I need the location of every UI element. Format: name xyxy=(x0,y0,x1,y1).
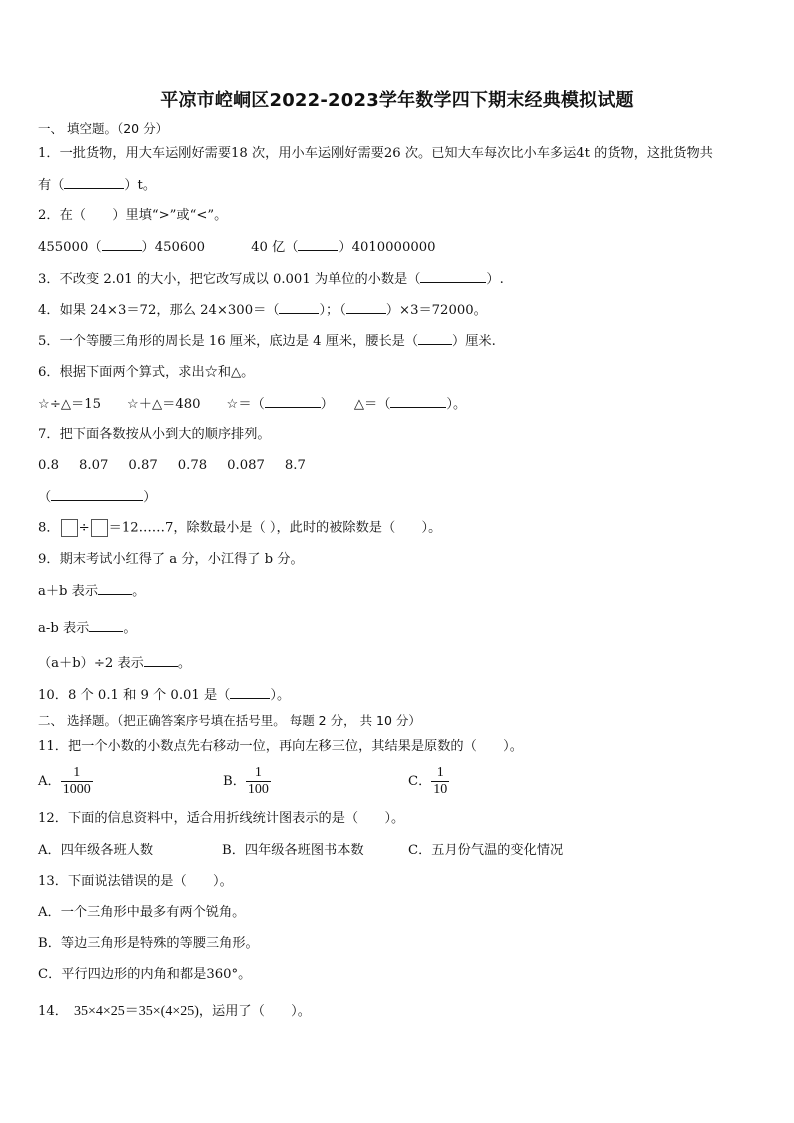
q14-expression: 35×4×25＝35×(4×25) xyxy=(73,1004,199,1019)
q7-number: 0.87 xyxy=(128,458,158,473)
q11-option-b[interactable] xyxy=(223,764,408,800)
q11-option-a-fraction xyxy=(61,765,93,798)
question-7-answer xyxy=(38,488,156,507)
q13-option-b[interactable]: B．等边三角形是特殊的等腰三角形。 xyxy=(38,936,259,951)
q4-answer-blank-1[interactable] xyxy=(279,301,319,314)
q12-option-b[interactable]: B．四年级各班图书本数 xyxy=(222,843,364,858)
question-14 xyxy=(38,1003,311,1021)
q6-star-pre: ☆＝（ xyxy=(226,397,265,412)
fraction-numerator: 1 xyxy=(431,765,449,782)
q4-answer-blank-2[interactable] xyxy=(346,301,386,314)
fraction-denominator: 100 xyxy=(247,782,269,797)
fraction-denominator: 1000 xyxy=(62,782,91,797)
q13-option-c[interactable]: C．平行四边形的内角和都是360°。 xyxy=(38,967,252,982)
question-3 xyxy=(38,270,504,289)
question-10 xyxy=(38,686,290,705)
q2b-answer-blank[interactable] xyxy=(298,238,338,251)
q8-number: 8． xyxy=(38,520,60,536)
section1-heading: 一、 填空题。（20 分） xyxy=(38,121,169,136)
fraction-denominator: 10 xyxy=(433,782,448,797)
question-9-part-b xyxy=(38,619,137,638)
q9c-end: 。 xyxy=(177,656,192,671)
fraction-numerator: 1 xyxy=(246,765,271,782)
q9a-end: 。 xyxy=(132,584,146,599)
fraction-numerator: 1 xyxy=(61,765,93,782)
q9c-text: （a＋b）÷2 表示 xyxy=(38,656,144,671)
q9b-answer-blank[interactable] xyxy=(89,619,123,632)
q12-option-c[interactable]: C．五月份气温的变化情况 xyxy=(408,843,564,858)
q11-option-a[interactable] xyxy=(38,764,223,800)
q4-text-post: ）×3＝72000。 xyxy=(385,303,487,318)
question-9-prompt: 9．期末考试小红得了 a 分，小江得了 b 分。 xyxy=(38,552,304,567)
question-12-prompt: 12．下面的信息资料中，适合用折线统计图表示的是（ ）。 xyxy=(38,811,405,826)
question-9-part-c xyxy=(38,654,191,673)
q7-number: 0.78 xyxy=(177,458,208,473)
question-2-prompt: 2．在（ ）里填“>”或“<”。 xyxy=(38,208,228,223)
question-5 xyxy=(38,332,496,351)
q6-triangle-answer-blank[interactable] xyxy=(390,395,446,408)
question-9-part-a xyxy=(38,582,145,601)
q4-text-mid: ）；（ xyxy=(319,303,346,318)
section2-heading: 二、 选择题。（把正确答案序号填在括号里。 每题 2 分， 共 10 分） xyxy=(38,713,421,728)
question-11-prompt: 11．把一个小数的小数点先右移动一位，再向左移三位，其结果是原数的（ ）。 xyxy=(38,739,523,754)
q7-text-pre: （ xyxy=(38,490,52,505)
q10-answer-blank[interactable] xyxy=(230,686,270,699)
q7-text-post: ） xyxy=(143,490,157,505)
question-1-line2 xyxy=(38,176,156,195)
q6-star-answer-blank[interactable] xyxy=(265,395,321,408)
question-13-prompt: 13．下面说法错误的是（ ）。 xyxy=(38,874,233,889)
q11-option-c-label: C． xyxy=(408,774,432,789)
question-7-numbers xyxy=(38,457,306,475)
q10-text-pre: 10．8 个 0.1 和 9 个 0.01 是（ xyxy=(38,688,231,703)
q6-star-post: ） xyxy=(320,397,334,412)
q11-option-a-label: A． xyxy=(38,774,61,789)
question-8 xyxy=(38,519,441,538)
q3-text-pre: 3．不改变 2.01 的大小，把它改写成以 0.001 为单位的小数是（ xyxy=(38,272,421,287)
q3-answer-blank[interactable] xyxy=(420,270,486,283)
q9c-answer-blank[interactable] xyxy=(144,654,178,667)
question-4 xyxy=(38,301,487,320)
q6-equation-1: ☆÷△＝15 xyxy=(38,397,101,412)
q1-text-post: ）t。 xyxy=(124,178,157,193)
q2a-left: 455000（ xyxy=(38,240,102,255)
q2a-right: ）450600 xyxy=(141,240,206,255)
q14-text-post: ，运用了（ ）。 xyxy=(198,1004,311,1019)
q1-answer-blank[interactable] xyxy=(64,176,124,189)
q7-number: 0.8 xyxy=(38,458,59,473)
q9b-end: 。 xyxy=(123,621,137,636)
q8-text: ＝12……7，除数最小是（ ），此时的被除数是（ ）。 xyxy=(108,520,442,536)
q5-answer-blank[interactable] xyxy=(418,332,452,345)
q10-text-post: ）。 xyxy=(270,688,291,703)
question-6-items xyxy=(38,395,466,414)
q5-text-post: ）厘米. xyxy=(452,334,496,349)
q5-text-pre: 5．一个等腰三角形的周长是 16 厘米，底边是 4 厘米，腰长是（ xyxy=(38,334,419,349)
q7-number: 8.7 xyxy=(284,458,306,473)
question-6-prompt: 6．根据下面两个算式，求出☆和△。 xyxy=(38,365,255,380)
q6-triangle-pre: △＝（ xyxy=(353,397,391,412)
q1-text-pre: 有（ xyxy=(38,178,65,193)
q4-text-pre: 4．如果 24×3＝72，那么 24×300＝（ xyxy=(38,303,280,318)
q6-triangle-post: ）。 xyxy=(446,397,467,412)
q3-text-post: ）. xyxy=(486,272,504,287)
q8-divide-sign: ÷ xyxy=(78,520,90,536)
question-2-items xyxy=(38,238,436,257)
q14-number: 14． xyxy=(38,1004,68,1019)
question-12-options xyxy=(38,842,563,860)
q8-divisor-box[interactable] xyxy=(91,519,108,537)
q11-option-b-label: B． xyxy=(223,774,246,789)
q6-equation-2: ☆＋△＝480 xyxy=(126,397,201,412)
q2b-right: ）4010000000 xyxy=(338,240,436,255)
question-1-line1: 1．一批货物，用大车运刚好需要18 次，用小车运刚好需要26 次。已知大车每次比小车多运4t 的货物，这批货物共 xyxy=(38,146,713,161)
q9a-answer-blank[interactable] xyxy=(98,582,132,595)
question-7-prompt: 7．把下面各数按从小到大的顺序排列。 xyxy=(38,427,271,442)
q9a-text: a＋b 表示 xyxy=(38,584,99,599)
q8-dividend-box[interactable] xyxy=(61,519,78,537)
q13-option-a[interactable]: A．一个三角形中最多有两个锐角。 xyxy=(38,905,246,920)
q7-number: 8.07 xyxy=(78,458,109,473)
question-11-options xyxy=(38,764,449,800)
q7-number: 0.087 xyxy=(227,458,265,473)
q11-option-b-fraction xyxy=(246,765,271,798)
page-title: 平凉市崆峒区2022-2023学年数学四下期末经典模拟试题 xyxy=(160,90,634,111)
q12-option-a[interactable]: A．四年级各班人数 xyxy=(38,843,154,858)
q11-option-c-fraction xyxy=(431,765,449,798)
q2b-left: 40 亿（ xyxy=(251,240,299,255)
q11-option-c[interactable] xyxy=(408,764,449,800)
q2a-answer-blank[interactable] xyxy=(102,238,142,251)
q7-answer-blank[interactable] xyxy=(51,488,143,501)
q9b-text: a-b 表示 xyxy=(38,621,90,636)
